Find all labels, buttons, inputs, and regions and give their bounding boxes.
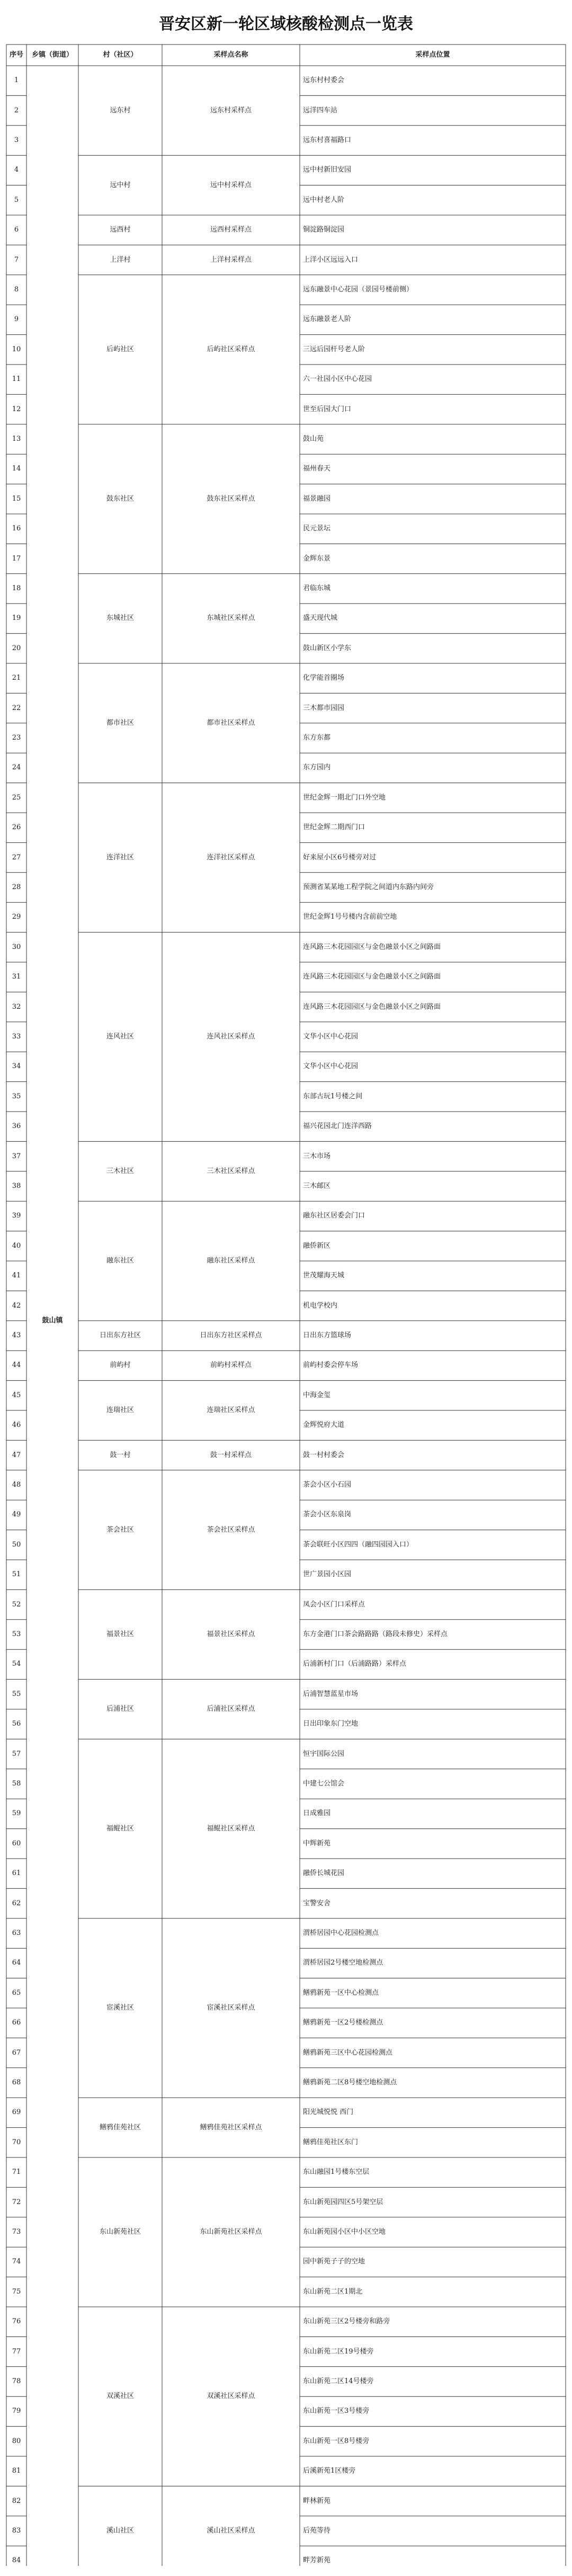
- row-index: 38: [12, 1182, 21, 1190]
- row-index: 49: [12, 1511, 21, 1519]
- row-index: 27: [12, 853, 21, 861]
- site-location-cell: 阳光城悦悦 西门: [303, 2108, 354, 2117]
- row-index: 76: [12, 2317, 21, 2326]
- village-cell: 远东村: [110, 106, 131, 114]
- site-location-cell: 茶会小区小石园: [303, 1480, 352, 1489]
- site-location-cell: 世广景园小区园: [303, 1570, 352, 1579]
- row-index: 46: [12, 1421, 21, 1429]
- site-location-cell: 恒宇国际公园: [303, 1749, 345, 1758]
- site-location-cell: 后浦新村门口（后浦路路）采样点: [303, 1660, 407, 1668]
- row-index: 29: [12, 913, 21, 921]
- row-index: 63: [12, 1929, 21, 1937]
- row-index: 51: [12, 1570, 21, 1579]
- row-index: 70: [12, 2138, 21, 2146]
- site-name-cell: 鼓一村采样点: [210, 1451, 252, 1459]
- site-location-cell: 鳝鸦新苑三区中心花园检测点: [303, 2048, 393, 2057]
- row-index: 62: [12, 1899, 21, 1907]
- site-location-cell: 后溪新苑1区楼旁: [303, 2467, 356, 2475]
- row-index: 4: [14, 166, 19, 174]
- row-index: 32: [12, 1002, 21, 1011]
- row-index: 41: [12, 1272, 21, 1280]
- row-index: 73: [12, 2227, 21, 2236]
- row-index: 43: [12, 1331, 21, 1339]
- village-cell: 上洋村: [110, 255, 131, 264]
- site-location-cell: 远东村村委会: [303, 76, 345, 85]
- row-index: 1: [14, 76, 19, 85]
- site-name-cell: 后浦社区采样点: [207, 1704, 255, 1713]
- site-location-cell: 鳝鸦新苑一区中心检测点: [303, 1988, 379, 1997]
- village-cell: 鼓东社区: [106, 494, 134, 503]
- site-location-cell: 世茂耀海天城: [303, 1272, 345, 1280]
- site-location-cell: 民元景坛: [303, 525, 331, 533]
- header-township: 乡镇（街道）: [31, 51, 73, 59]
- site-location-cell: 融东社区居委会门口: [303, 1212, 365, 1220]
- row-index: 21: [12, 674, 21, 682]
- row-index: 10: [12, 345, 21, 353]
- row-index: 33: [12, 1032, 21, 1041]
- site-name-cell: 上洋村采样点: [210, 255, 252, 264]
- row-index: 68: [12, 2078, 21, 2086]
- row-index: 77: [12, 2347, 21, 2356]
- site-location-cell: 东山新苑一区3号楼旁: [303, 2407, 370, 2415]
- row-index: 17: [12, 554, 21, 563]
- village-cell: 宦溪社区: [106, 2003, 134, 2012]
- site-location-cell: 世纪金辉二期西门口: [303, 823, 365, 832]
- site-location-cell: 君临东城: [303, 584, 331, 592]
- village-cell: 连风社区: [106, 1032, 134, 1041]
- row-index: 53: [12, 1630, 21, 1638]
- row-index: 2: [14, 106, 19, 114]
- site-location-cell: 远东融景老人阶: [303, 315, 352, 324]
- village-cell: 后屿社区: [106, 345, 134, 353]
- header-site-name: 采样点名称: [213, 51, 248, 59]
- site-location-cell: 东山新苑三区2号楼旁和路旁: [303, 2317, 390, 2326]
- row-index: 28: [12, 883, 21, 891]
- site-name-cell: 连瑞社区采样点: [207, 1406, 255, 1414]
- site-location-cell: 东部古玩1号楼之间: [303, 1092, 363, 1100]
- site-name-cell: 远西村采样点: [210, 226, 252, 234]
- site-location-cell: 东山新苑二区19号楼旁: [303, 2347, 374, 2356]
- village-cell: 连洋社区: [106, 853, 134, 861]
- row-index: 58: [12, 1779, 21, 1788]
- site-name-cell: 日出东方社区采样点: [200, 1331, 262, 1339]
- row-index: 54: [12, 1660, 21, 1668]
- site-location-cell: 东方园内: [303, 763, 331, 772]
- village-cell: 双溪社区: [106, 2392, 134, 2401]
- site-location-cell: 前屿村委会停车场: [303, 1361, 359, 1370]
- row-index: 50: [12, 1540, 21, 1549]
- site-name-cell: 连洋社区采样点: [207, 853, 255, 861]
- site-location-cell: 世纪金辉一期北门口外空地: [303, 793, 386, 802]
- site-location-cell: 东方金港门口茶会路路路（路段未修史）采样点: [303, 1630, 448, 1638]
- row-index: 48: [12, 1480, 21, 1489]
- site-name-cell: 鼓东社区采样点: [207, 494, 255, 503]
- row-index: 36: [12, 1122, 21, 1131]
- site-name-cell: 融东社区采样点: [207, 1256, 255, 1265]
- site-location-cell: 东山新苑园小区中小区空地: [303, 2227, 386, 2236]
- site-location-cell: 中建七公馆会: [303, 1779, 345, 1788]
- site-location-cell: 东山融园1号楼东空层: [303, 2168, 370, 2177]
- row-index: 12: [12, 405, 21, 413]
- header-site-location: 采样点位置: [415, 51, 450, 59]
- row-index: 24: [12, 763, 21, 772]
- site-name-cell: 远中村采样点: [210, 181, 252, 189]
- site-location-cell: 连风路三木花园园区与金色融景小区之间路面: [303, 1002, 441, 1011]
- site-location-cell: 鼓山新区小学东: [303, 644, 352, 652]
- village-cell: 融东社区: [106, 1256, 134, 1265]
- village-cell: 都市社区: [106, 718, 134, 727]
- village-cell: 前屿村: [110, 1361, 131, 1370]
- site-location-cell: 远洋四车站: [303, 106, 338, 114]
- township-cell: 鼓山镇: [42, 1316, 63, 1325]
- site-location-cell: 后苑等待: [303, 2526, 331, 2535]
- row-index: 64: [12, 1959, 21, 1967]
- site-name-cell: 远东村采样点: [210, 106, 252, 114]
- site-location-cell: 盛天现代城: [303, 614, 338, 623]
- row-index: 65: [12, 1988, 21, 1997]
- row-index: 19: [12, 614, 21, 623]
- site-location-cell: 鼓一村村委会: [303, 1451, 345, 1459]
- row-index: 71: [12, 2168, 21, 2177]
- site-name-cell: 鳝鸦佳苑社区采样点: [200, 2123, 262, 2131]
- village-cell: 日出东方社区: [99, 1331, 141, 1339]
- row-index: 15: [12, 494, 21, 503]
- site-location-cell: 东山新苑二区1期北: [303, 2287, 363, 2296]
- row-index: 47: [12, 1451, 21, 1459]
- row-index: 52: [12, 1600, 21, 1609]
- site-location-cell: 鳝鸦佳苑社区东门: [303, 2138, 359, 2146]
- site-name-cell: 溪山社区采样点: [207, 2526, 255, 2535]
- page-title: 晋安区新一轮区域核酸检测点一览表: [159, 15, 413, 33]
- site-location-cell: 铜淀路铜淀园: [303, 226, 345, 234]
- row-index: 79: [12, 2407, 21, 2415]
- site-name-cell: 福景社区采样点: [207, 1630, 255, 1638]
- site-location-cell: 东山新苑园四区5号架空层: [303, 2198, 383, 2206]
- site-name-cell: 茶会社区采样点: [207, 1525, 255, 1534]
- site-location-cell: 预测省某某地工程学院之间道内东路内间旁: [303, 883, 434, 891]
- row-index: 61: [12, 1869, 21, 1878]
- site-location-cell: 三木市场: [303, 1152, 331, 1160]
- row-index: 3: [14, 136, 19, 144]
- site-location-cell: 文华小区中心花园: [303, 1032, 359, 1041]
- row-index: 25: [12, 793, 21, 802]
- site-name-cell: 东山新苑社区采样点: [200, 2228, 262, 2236]
- site-location-cell: 日出印象东门空地: [303, 1720, 359, 1728]
- site-location-cell: 融侨长城花园: [303, 1869, 345, 1878]
- site-location-cell: 世至后园大门口: [303, 405, 352, 413]
- row-index: 23: [12, 733, 21, 742]
- header-index: 序号: [9, 51, 23, 59]
- site-location-cell: 远东村喜福路口: [303, 136, 352, 144]
- site-location-cell: 渭桥居园中心花园检测点: [303, 1929, 379, 1937]
- site-location-cell: 连风路三木花园园区与金色融景小区之间路面: [303, 943, 441, 951]
- site-location-cell: 三远后园杆号老人阶: [303, 345, 365, 353]
- village-cell: 连瑞社区: [106, 1406, 134, 1414]
- site-location-cell: 东山新苑二区14号楼旁: [303, 2377, 374, 2385]
- site-location-cell: 福兴花园北门连洋西路: [303, 1122, 372, 1131]
- site-location-cell: 上洋小区远远入口: [303, 255, 359, 264]
- site-location-cell: 中海金玺: [303, 1391, 331, 1399]
- site-location-cell: 连风路三木花园园区与金色融景小区之间路面: [303, 973, 441, 981]
- row-index: 67: [12, 2048, 21, 2057]
- row-index: 72: [12, 2198, 21, 2206]
- village-cell: 福景社区: [106, 1630, 134, 1638]
- village-cell: 三木社区: [106, 1167, 134, 1175]
- site-location-cell: 东山新苑一区8号楼旁: [303, 2437, 370, 2445]
- site-name-cell: 后屿社区采样点: [207, 345, 255, 353]
- row-index: 31: [12, 973, 21, 981]
- site-location-cell: 凤会小区门口采样点: [303, 1600, 365, 1609]
- row-index: 57: [12, 1749, 21, 1758]
- site-location-cell: 园中新苑子子的空地: [303, 2258, 365, 2266]
- site-location-cell: 畔林新苑: [303, 2497, 331, 2505]
- site-location-cell: 茶会小区东泉岗: [303, 1511, 352, 1519]
- village-cell: 后浦社区: [106, 1704, 134, 1713]
- site-location-cell: 金辉悦府大道: [303, 1421, 345, 1429]
- site-location-cell: 东方东都: [303, 733, 331, 742]
- row-index: 5: [14, 196, 19, 204]
- row-index: 9: [14, 315, 19, 324]
- site-name-cell: 连风社区采样点: [207, 1032, 255, 1041]
- site-location-cell: 畔芳新苑: [303, 2556, 331, 2565]
- site-location-cell: 日成雅园: [303, 1809, 331, 1818]
- row-index: 6: [14, 226, 19, 234]
- site-name-cell: 都市社区采样点: [207, 718, 255, 727]
- village-cell: 福鲲社区: [106, 1824, 134, 1833]
- row-index: 18: [12, 584, 21, 592]
- row-index: 34: [12, 1062, 21, 1071]
- site-location-cell: 鼓山苑: [303, 434, 324, 443]
- row-index: 11: [12, 375, 21, 384]
- row-index: 14: [12, 465, 21, 473]
- row-index: 69: [12, 2108, 21, 2117]
- site-name-cell: 前屿村采样点: [210, 1361, 252, 1370]
- row-index: 74: [12, 2258, 21, 2266]
- row-index: 20: [12, 644, 21, 652]
- site-location-cell: 日出东方篮球场: [303, 1331, 352, 1339]
- row-index: 55: [12, 1690, 21, 1698]
- site-location-cell: 三木邮区: [303, 1182, 331, 1190]
- row-index: 66: [12, 2019, 21, 2027]
- row-index: 80: [12, 2437, 21, 2445]
- row-index: 45: [12, 1391, 21, 1399]
- row-index: 83: [12, 2526, 21, 2535]
- row-index: 40: [12, 1241, 21, 1250]
- site-name-cell: 东城社区采样点: [207, 614, 255, 623]
- row-index: 56: [12, 1720, 21, 1728]
- row-index: 81: [12, 2467, 21, 2475]
- site-location-cell: 三木都市园园: [303, 704, 345, 712]
- site-location-cell: 中辉新苑: [303, 1839, 331, 1847]
- row-index: 13: [12, 434, 21, 443]
- site-location-cell: 鳝鸦新苑二区8号楼空地检测点: [303, 2078, 397, 2086]
- row-index: 39: [12, 1212, 21, 1220]
- site-location-cell: 化学能首圈场: [303, 674, 345, 682]
- row-index: 8: [14, 285, 19, 294]
- site-location-cell: 文华小区中心花园: [303, 1062, 359, 1071]
- row-index: 75: [12, 2287, 21, 2296]
- site-location-cell: 茶会联旺小区四四（融四园园入口）: [303, 1540, 414, 1549]
- row-index: 84: [12, 2556, 21, 2565]
- site-name-cell: 福鲲社区采样点: [207, 1824, 255, 1833]
- site-location-cell: 后浦智慧蓝星市场: [303, 1690, 359, 1698]
- row-index: 26: [12, 823, 21, 832]
- village-cell: 远中村: [110, 181, 131, 189]
- row-index: 59: [12, 1809, 21, 1818]
- village-cell: 鼓一村: [110, 1451, 131, 1459]
- header-village: 村（社区）: [103, 51, 138, 59]
- site-location-cell: 好来屋小区6号楼旁对过: [303, 853, 377, 861]
- village-cell: 鳝鸦佳苑社区: [99, 2123, 141, 2131]
- site-location-cell: 福景融园: [303, 494, 331, 503]
- row-index: 35: [12, 1092, 21, 1100]
- site-location-cell: 鳝鸦新苑一区2号楼检测点: [303, 2019, 383, 2027]
- site-name-cell: 双溪社区采样点: [207, 2392, 255, 2401]
- row-index: 16: [12, 525, 21, 533]
- village-cell: 东城社区: [106, 614, 134, 623]
- row-index: 60: [12, 1839, 21, 1847]
- site-location-cell: 融侨新区: [303, 1241, 331, 1250]
- row-index: 82: [12, 2497, 21, 2505]
- village-cell: 东山新苑社区: [99, 2228, 141, 2236]
- site-location-cell: 远中村新旧安园: [303, 166, 352, 174]
- site-location-cell: 远中村老人阶: [303, 196, 345, 204]
- site-location-cell: 宝警安舍: [303, 1899, 331, 1907]
- site-location-cell: 渭桥居园2号楼空地检测点: [303, 1959, 383, 1967]
- row-index: 30: [12, 943, 21, 951]
- row-index: 22: [12, 704, 21, 712]
- site-location-cell: 六一社园小区中心花园: [303, 375, 372, 384]
- site-location-cell: 远东融景中心花园（景园号楼前侧）: [303, 285, 414, 294]
- village-cell: 远西村: [110, 226, 131, 234]
- site-location-cell: 福州春天: [303, 465, 331, 473]
- row-index: 44: [12, 1361, 21, 1370]
- row-index: 42: [12, 1301, 21, 1310]
- site-name-cell: 三木社区采样点: [207, 1167, 255, 1175]
- site-name-cell: 宦溪社区采样点: [207, 2003, 255, 2012]
- site-location-cell: 机电学校内: [303, 1301, 338, 1310]
- village-cell: 溪山社区: [106, 2526, 134, 2535]
- site-location-cell: 世纪金辉1号号楼内含前前空地: [303, 913, 397, 921]
- row-index: 78: [12, 2377, 21, 2385]
- row-index: 7: [14, 255, 19, 264]
- village-cell: 茶会社区: [106, 1525, 134, 1534]
- site-location-cell: 金辉东景: [303, 554, 331, 563]
- row-index: 37: [12, 1152, 21, 1160]
